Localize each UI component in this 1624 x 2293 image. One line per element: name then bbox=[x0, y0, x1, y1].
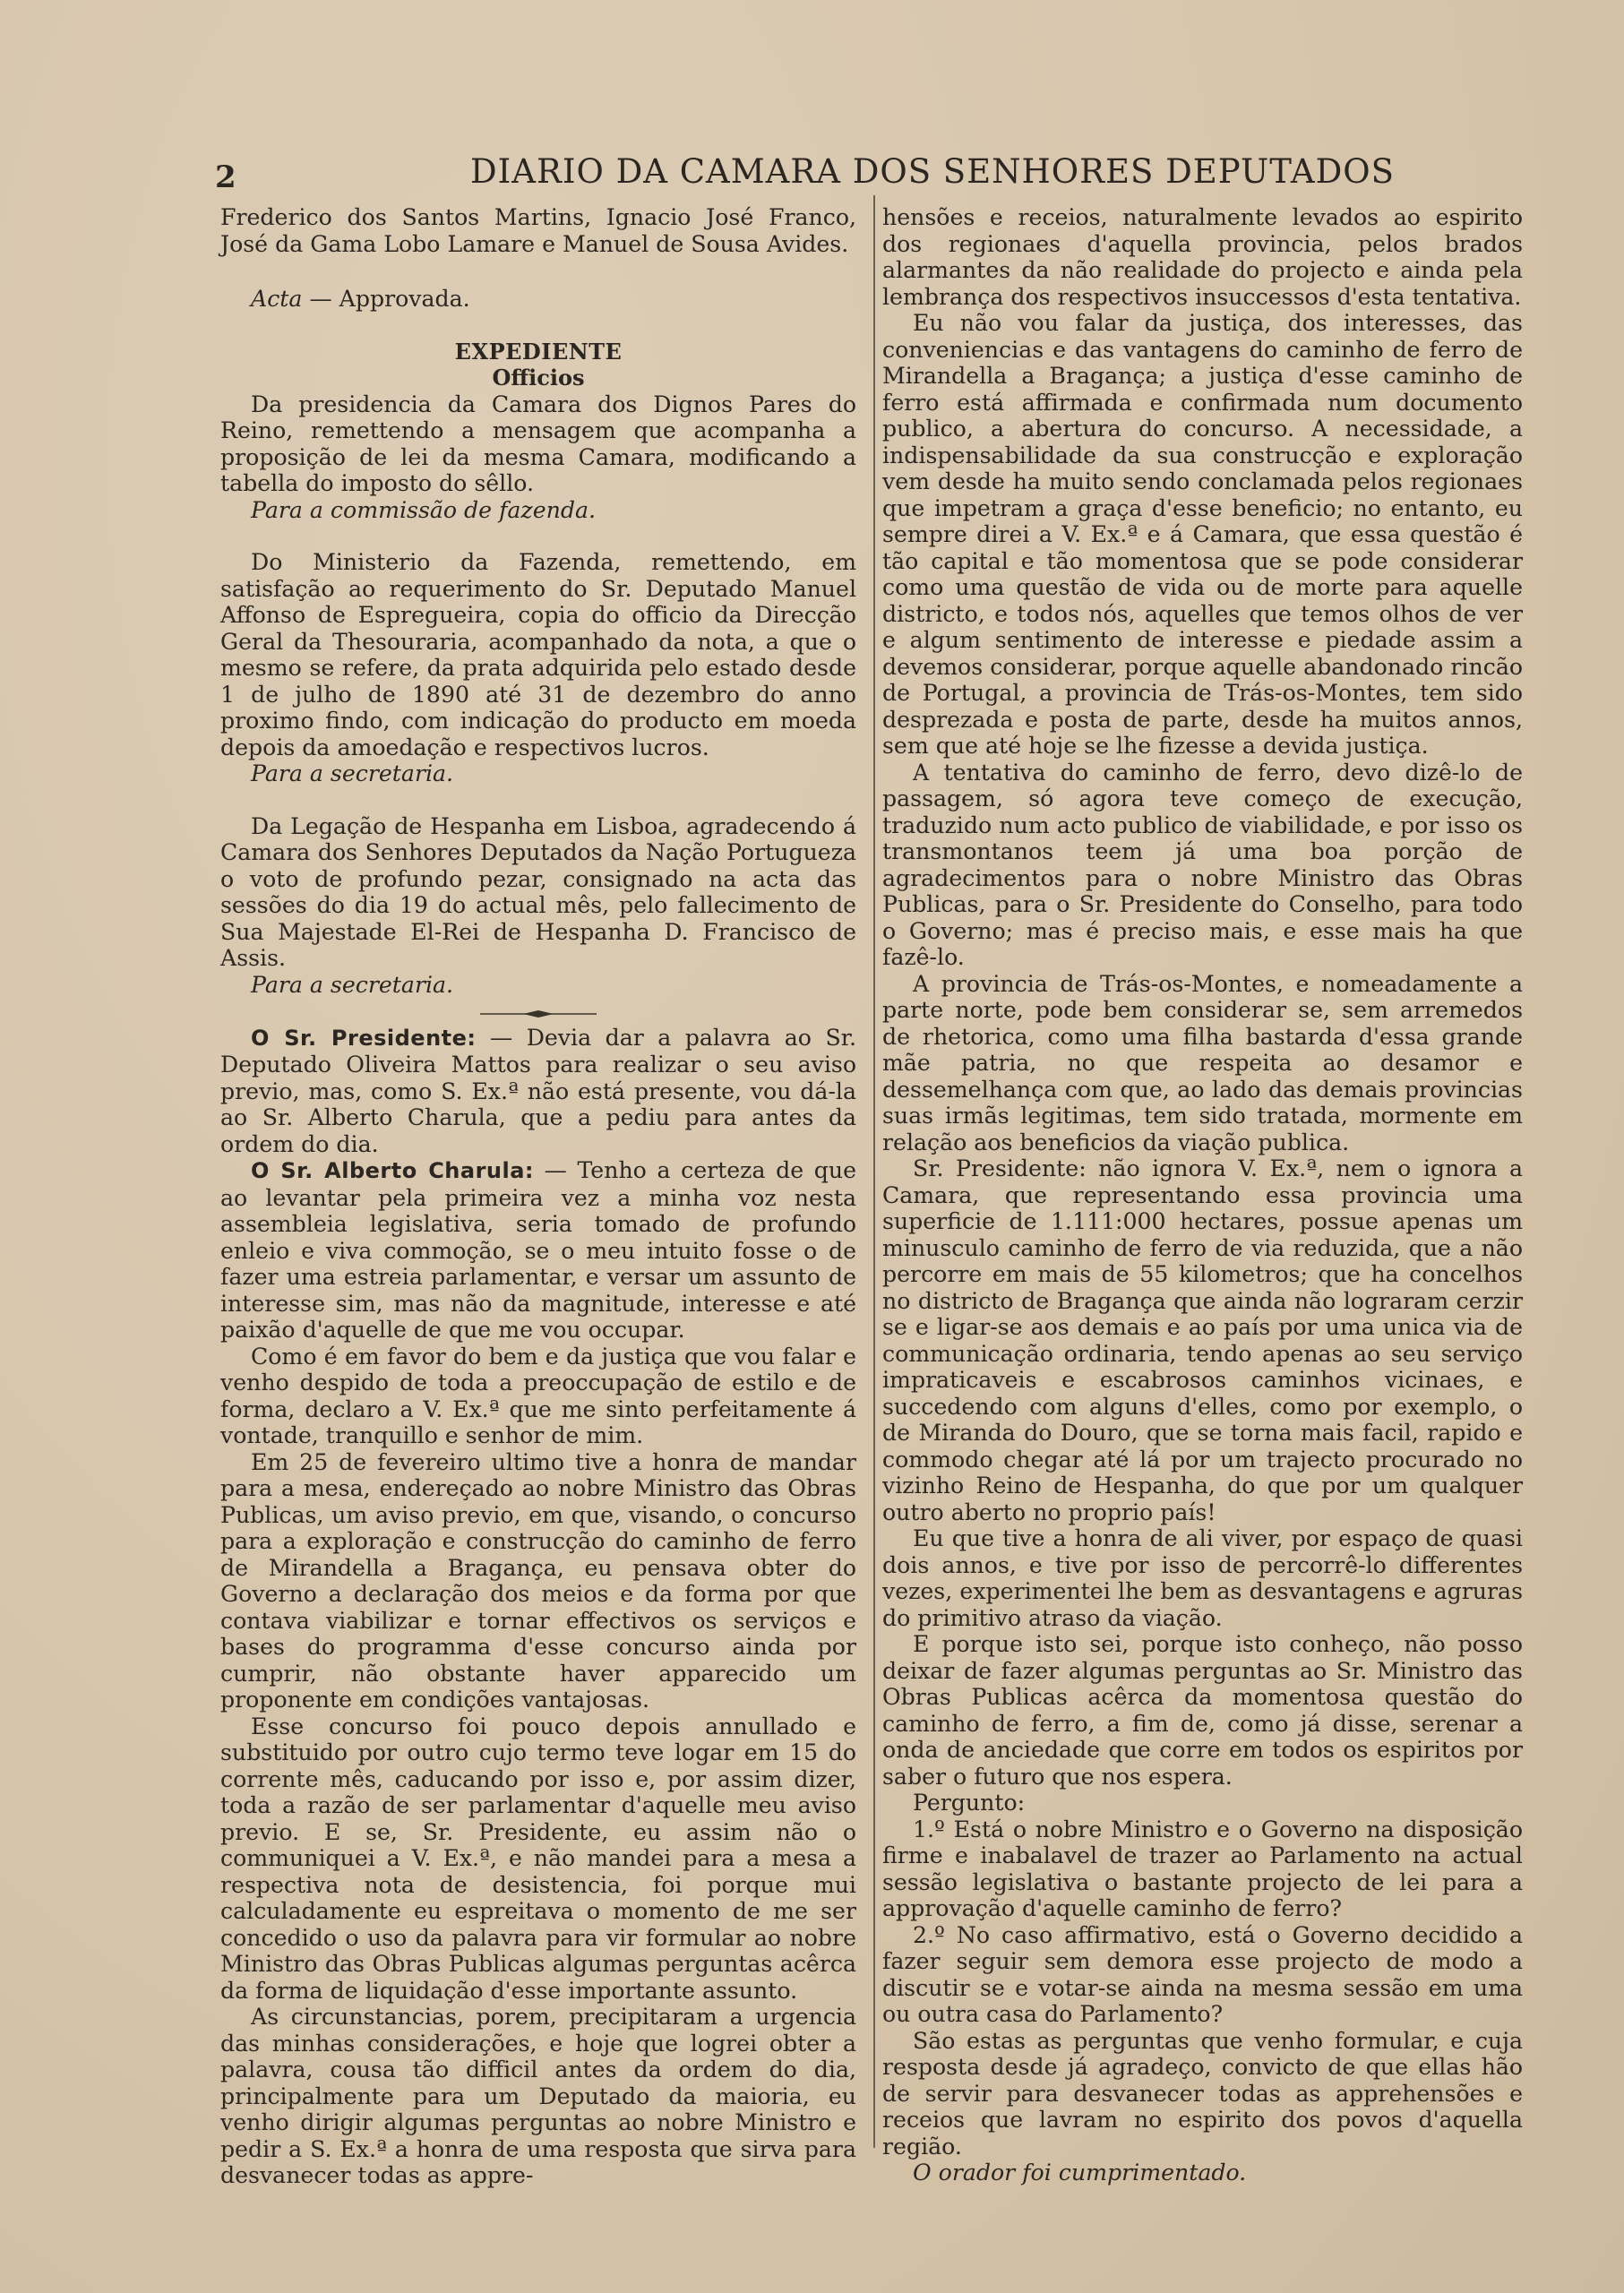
pergunto-label: Pergunto: bbox=[913, 1790, 1026, 1816]
president-text: — Devia dar a palavra ao Sr. Deputado Oliveira Mattos para realizar o seu aviso previo, mas, como S. Ex.ª não está presente, vou dá-la ao Sr. Alberto Charula, que a pediu para antes da ordem do dia. bbox=[220, 1024, 856, 1157]
closing-note: O orador foi cumprimentado. bbox=[913, 2160, 1247, 2186]
paragraph-circunstancias: As circunstancias, porem, precipitaram a urgencia das minhas considerações, e hoje que logrei obter a palavra, cousa tão difficil antes da ordem do dia, principalmente para um Deputado da maioria, eu venho dirigir algumas perguntas ao nobre Ministro e pedir a S. Ex.ª a honra de uma resposta que sirva para desvanecer todas as appre- bbox=[220, 2004, 856, 2188]
section-ornament bbox=[220, 998, 856, 1025]
acta-line bbox=[220, 286, 856, 313]
page-number: 2 bbox=[215, 159, 236, 195]
paragraph-hensoes: hensões e receios, naturalmente levados ao espirito dos regionaes d'aquella provincia, pelos brados alarmantes da não realidade do projecto e ainda pela lembrança dos respectivos insuccessos d'esta tentativa. bbox=[882, 204, 1523, 310]
officio-1-destination: Para a commissão de fazenda. bbox=[251, 496, 596, 523]
paragraph-esse-concurso: Esse concurso foi pouco depois annullado e substituido por outro cujo termo teve logar em 15 do corrente mês, caducando por isso e, por assim dizer, toda a razão de ser parlamentar d'aquelle meu aviso previo. E se, Sr. Presidente, eu assim não o communiquei a V. Ex.ª, e não mandei para a mesa a respectiva nota de desistencia, foi porque mui calculadamente eu espreitava o momento de me ser concedido o uso da palavra para vir formular ao nobre Ministro das Obras Publicas algumas perguntas acêrca da forma de liquidação d'esse importante assunto. bbox=[220, 1713, 856, 2004]
speaker-presidente: O Sr. Presidente: bbox=[251, 1025, 477, 1051]
column-divider bbox=[873, 195, 875, 2148]
paragraph-justica: Eu não vou falar da justiça, dos interesses, das conveniencias e das vantagens do caminho de ferro de Mirandella a Bragança; a justiça d'esse caminho de ferro está affirmada e confirmada num documento publico, a abertura do concurso. A necessidade, a indispensabilidade da sua construcção e exploração vem desde ha muito sendo conclamada pelos regionaes que impetram a graça d'esse beneficio; no entanto, eu sempre direi a V. Ex.ª e á Camara, que essa questão é tão capital e tão momentosa que se pode considerar como uma questão de vida ou de morte para aquelle districto, e todos nós, aquelles que temos olhos de ver e algum sentimento de interesse e piedade assim a devemos considerar, porque aquelle abandonado rincão de Portugal, a provincia de Trás-os-Montes, tem sido desprezada e posta de parte, desde ha muitos annos, sem que até hoje se lhe fizesse a devida justiça. bbox=[882, 310, 1523, 759]
paragraph-em-25: Em 25 de fevereiro ultimo tive a honra de mandar para a mesa, endereçado ao nobre Ministro das Obras Publicas, um aviso previo, em que, visando, o concurso para a exploração e construcção do caminho de ferro de Mirandella a Bragança, eu pensava obter do Governo a declaração dos meios e da forma por que contava viabilizar e tornar effectivos os serviços e bases do programma d'esse concurso ainda por cumprir, não obstante haver apparecido um proponente em condições vantajosas. bbox=[220, 1448, 856, 1713]
paragraph-tentativa: A tentativa do caminho de ferro, devo dizê-lo de passagem, só agora teve começo de execução, traduzido num acto publico de viabilidade, e por isso os transmontanos teem já uma boa porção de agradecimentos para o nobre Ministro das Obras Publicas, para o Sr. Presidente do Conselho, para todo o Governo; mas é preciso mais, e esse mais ha que fazê-lo. bbox=[882, 759, 1523, 970]
paragraph-provincia: A provincia de Trás-os-Montes, e nomeadamente a parte norte, pode bem considerar se, sem arremedos de rhetorica, como uma filha bastarda d'essa grande mãe patria, no que respeita ao desamor e dessemelhança com que, ao lado das demais provincias suas irmãs legitimas, tem sido tratada, mormente em relação aos beneficios da viação publica. bbox=[882, 970, 1523, 1155]
paragraph-sao-estas: São estas as perguntas que venho formular, e cuja resposta desde já agradeço, convicto de que ellas hão de servir para desvanecer todas as apprehensões e receios que lavram no espirito dos povos d'aquella região. bbox=[882, 2027, 1523, 2160]
paragraph-sr-presidente: Sr. Presidente: não ignora V. Ex.ª, nem o ignora a Camara, que representando essa provincia uma superficie de 1.111:000 hectares, possue apenas um minusculo caminho de ferro de via reduzida, que a não percorre em mais de 55 kilometros; que ha concelhos no districto de Bragança que ainda não lograram cerzir se e ligar-se aos demais e ao país por uma unica via de communicação ordinaria, tendo apenas ao seu serviço impraticaveis e escabrosos caminhos vicinaes, e succedendo com alguns d'elles, como por exemplo, o de Miranda do Douro, que se torna mais facil, rapido e commodo chegar até lá por um trajecto procurado no vizinho Reino de Hespanha, do que por um qualquer outro aberto no proprio país! bbox=[882, 1155, 1523, 1525]
section-heading-expediente: EXPEDIENTE bbox=[454, 338, 623, 365]
charula-speech bbox=[220, 1157, 856, 1344]
running-title: DIARIO DA CAMARA DOS SENHORES DEPUTADOS bbox=[470, 152, 1395, 191]
speaker-charula: O Sr. Alberto Charula: bbox=[251, 1158, 535, 1183]
officio-3-destination: Para a secretaria. bbox=[251, 971, 454, 998]
officio-2: Do Ministerio da Fazenda, remettendo, em satisfação ao requerimento do Sr. Deputado Manuel Affonso de Espregueira, copia do officio da Direcção Geral da Thesouraria, acompanhado da nota, a que o mesmo se refere, da prata adquirida pelo estado desde 1 de julho de 1890 até 31 de dezembro do anno proximo findo, com indicação do producto em moeda depois da amoedação e respectivos lucros. bbox=[220, 549, 856, 760]
left-column bbox=[220, 204, 856, 2189]
president-speech bbox=[220, 1025, 856, 1158]
officio-2-destination: Para a secretaria. bbox=[251, 760, 454, 786]
question-1: 1.º Está o nobre Ministro e o Governo na disposição firme e inabalavel de trazer ao Parlamento na actual sessão legislativa o bastante projecto de lei para a approvação d'aquelle caminho de ferro? bbox=[882, 1816, 1523, 1921]
officio-1: Da presidencia da Camara dos Dignos Pares do Reino, remettendo a mensagem que acompanha a proposição de lei da mesma Camara, modificando a tabella do imposto do sêllo. bbox=[220, 391, 856, 496]
charula-text: — Tenho a certeza de que ao levantar pela primeira vez a minha voz nesta assembleia legislativa, seria tomado de profundo enleio e viva commoção, se o meu intuito fosse o de fazer uma estreia parlamentar, e versar um assunto de interesse sim, mas não da magnitude, interesse e até paixão d'aquelle de que me vou occupar. bbox=[220, 1157, 856, 1343]
officio-3: Da Legação de Hespanha em Lisboa, agradecendo á Camara dos Senhores Deputados da Nação Portugueza o voto de profundo pezar, consignado na acta das sessões do dia 19 do actual mês, pelo fallecimento de Sua Majestade El-Rei de Hespanha D. Francisco de Assis. bbox=[220, 812, 856, 971]
paragraph-e-porque: E porque isto sei, porque isto conheço, não posso deixar de fazer algumas perguntas ao Sr. Ministro das Obras Publicas acêrca da momentosa questão do caminho de ferro, a fim de, como já disse, serenar a onda de anciedade que corre em todos os espiritos por saber o futuro que nos espera. bbox=[882, 1631, 1523, 1790]
paragraph-eu-que-tive: Eu que tive a honra de ali viver, por espaço de quasi dois annos, e tive por isso de percorrê-lo differentes vezes, experimentei lhe bem as desvantagens e agruras do primitivo atraso da viação. bbox=[882, 1525, 1523, 1631]
right-column bbox=[882, 204, 1523, 2186]
acta-status: — Approvada. bbox=[302, 286, 470, 312]
page-header bbox=[215, 152, 1541, 197]
attendance-names: Frederico dos Santos Martins, Ignacio José Franco, José da Gama Lobo Lamare e Manuel de Sousa Avides. bbox=[220, 204, 856, 257]
question-2: 2.º No caso affirmativo, está o Governo decidido a fazer seguir sem demora esse projecto de modo a discutir se e votar-se ainda na mesma sessão em uma ou outra casa do Parlamento? bbox=[882, 1921, 1523, 2027]
subheading-officios: Officios bbox=[492, 365, 585, 391]
acta-label: Acta bbox=[251, 286, 303, 312]
paragraph-como: Como é em favor do bem e da justiça que vou falar e venho despido de toda a preoccupação de estilo e de forma, declaro a V. Ex.ª que me sinto perfeitamente á vontade, tranquillo e senhor de mim. bbox=[220, 1343, 856, 1448]
